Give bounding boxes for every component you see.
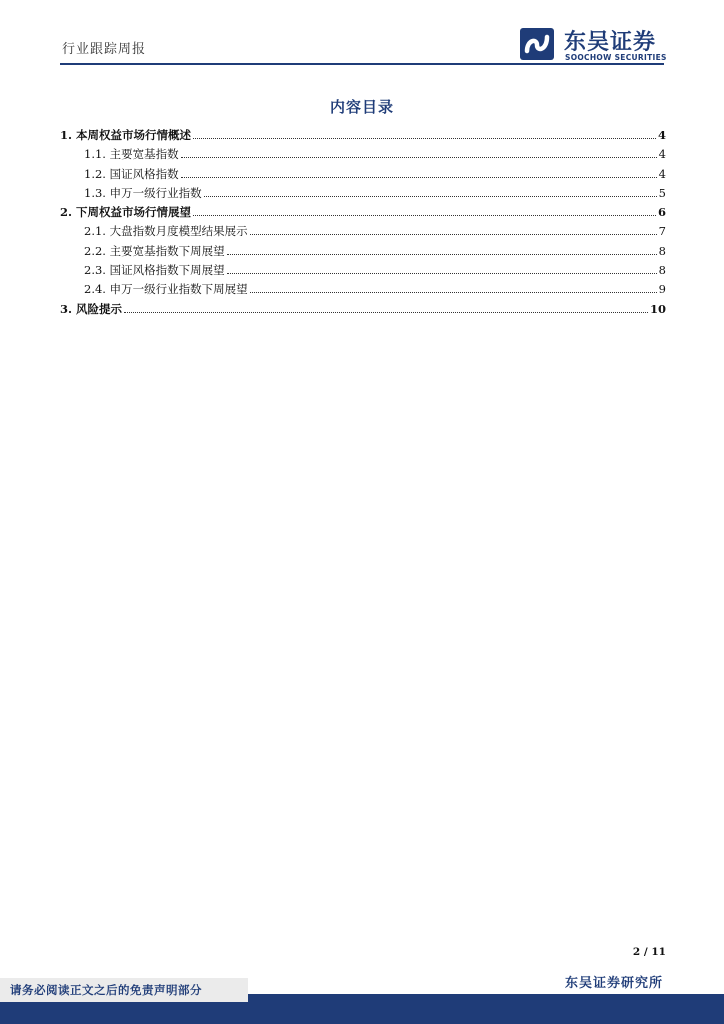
footer-institute: 东吴证券研究所 xyxy=(565,976,664,991)
brand-logo xyxy=(520,26,680,66)
toc-entry-page: 7 xyxy=(658,224,666,239)
toc-leader xyxy=(124,312,648,313)
toc-title: 内容目录 xyxy=(329,98,394,116)
toc-leader xyxy=(204,196,657,197)
toc-entry-page: 8 xyxy=(658,263,666,278)
toc-entry-label: 1. 本周权益市场行情概述 xyxy=(60,128,192,142)
toc-entry[interactable] xyxy=(60,281,666,300)
toc-entry-page: 10 xyxy=(649,301,666,316)
toc-entry-page: 6 xyxy=(657,205,666,220)
toc-leader xyxy=(227,254,657,255)
toc-entry[interactable] xyxy=(60,223,666,242)
toc-entry-page: 5 xyxy=(658,185,666,200)
toc-entry[interactable] xyxy=(60,262,666,281)
toc-entry[interactable] xyxy=(60,301,666,320)
toc-entry-page: 4 xyxy=(658,147,666,162)
toc-entry-page: 4 xyxy=(658,166,666,181)
toc-leader xyxy=(250,234,657,235)
toc-entry[interactable] xyxy=(60,185,666,204)
header-divider xyxy=(60,63,664,65)
table-of-contents xyxy=(60,127,666,320)
toc-entry-page: 4 xyxy=(657,128,666,142)
toc-leader xyxy=(181,157,657,158)
soochow-logo-icon xyxy=(520,26,556,62)
brand-name-cn: 东吴证券 xyxy=(564,30,657,55)
footer-disclaimer: 请务必阅读正文之后的免责声明部分 xyxy=(0,978,248,1002)
page-number: 2 / 11 xyxy=(632,946,666,958)
toc-entry[interactable] xyxy=(60,166,666,185)
toc-entry-label: 2. 下周权益市场行情展望 xyxy=(60,205,192,220)
toc-leader xyxy=(193,138,656,139)
toc-leader xyxy=(250,292,657,293)
toc-entry-label: 1.1. 主要宽基指数 xyxy=(84,147,179,162)
toc-entry-page: 9 xyxy=(658,282,666,297)
toc-leader xyxy=(227,273,657,274)
toc-entry-label: 3. 风险提示 xyxy=(60,301,123,316)
toc-leader xyxy=(181,177,657,178)
toc-entry-page: 8 xyxy=(658,243,666,258)
toc-entry[interactable] xyxy=(60,127,666,146)
toc-entry[interactable] xyxy=(60,204,666,223)
report-type-label: 行业跟踪周报 xyxy=(62,42,147,57)
toc-entry-label: 1.2. 国证风格指数 xyxy=(84,166,179,181)
toc-leader xyxy=(193,215,656,216)
toc-entry-label: 2.2. 主要宽基指数下周展望 xyxy=(84,243,225,258)
toc-entry[interactable] xyxy=(60,243,666,262)
toc-entry-label: 2.3. 国证风格指数下周展望 xyxy=(84,263,225,278)
toc-entry[interactable] xyxy=(60,146,666,165)
toc-entry-label: 2.4. 申万一级行业指数下周展望 xyxy=(84,282,248,297)
toc-entry-label: 1.3. 申万一级行业指数 xyxy=(84,185,202,200)
toc-entry-label: 2.1. 大盘指数月度模型结果展示 xyxy=(84,224,248,239)
brand-name-en: SOOCHOW SECURITIES xyxy=(565,53,667,62)
